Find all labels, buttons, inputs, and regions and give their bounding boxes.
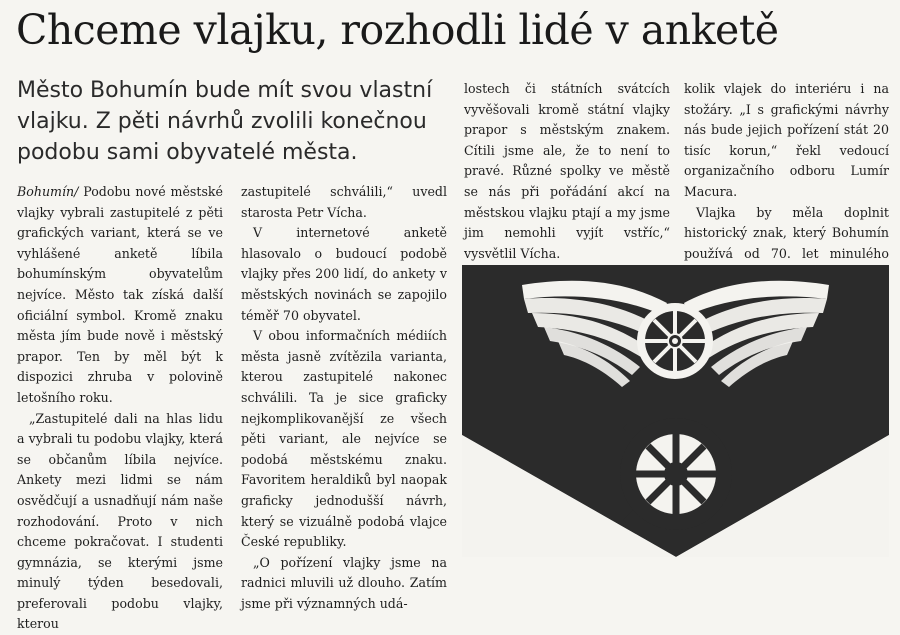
column-4-paragraph-2: Vlajka by měla doplnit historický znak, který Bohumín používá od 70. let minulého [684,204,889,261]
article-column-2 [241,182,447,614]
dateline: Bohumín/ [17,184,79,199]
lead-paragraph: Město Bohumín bude mít svou vlastní vlajku. Z pěti návrhů zvolili konečnou podobu sami obyvatelé města. [17,78,433,165]
column-2-paragraph-4: „O pořízení vlajky jsme na radnici mluvili už dlouho. Zatím jsme při významných udá- [241,554,447,611]
column-1-paragraph-2: „Zastupitelé dali na hlas lidu a vybrali tu podobu vlajky, která se občanům líbila nejvíce. Ankety mezi lidmi se nám osvědčují a usnadňují nám naše rozhodování. Proto v nich chceme pokračovat. I studenti gymnázia, se kterými jsme minulý týden besedovali, preferovali podobu vlajky, kterou [17,410,223,632]
column-2-paragraph-2: V internetové anketě hlasovalo o budoucí podobě vlajky přes 200 lidí, do ankety v městských novinách se zapojilo téměř 70 obyvatel. [241,225,447,323]
column-2-paragraph-1: zastupitelé schválili,“ uvedl starosta Petr Vícha. [241,184,447,220]
column-1-paragraph-1 [17,182,223,409]
article-column-3 [464,79,670,285]
column-3-paragraph-1: lostech či státních svátcích vyvěšovali kromě státní vlajky prapor s městským znakem. Cítili jsme ale, že to není to pravé. Různé spolky ve městě se nás při pořádání akcí na městskou vlajku ptají a my jsme jim nemohli vyjít vstříc,“ vysvětlil Vícha. [464,81,670,261]
article-column-4 [684,79,889,286]
column-2-paragraph-3: V obou informačních médiích města jasně zvítězila varianta, kterou zastupitelé nakonec schválili. Ta je sice graficky nejkomplikovanější ze všech pěti variant, ale nejvíce se podobá městskému znaku. Favoritem heraldiků byl naopak graficky jednodušší návrh, který se vizuálně podobá vlajce České republiky. [241,328,447,550]
cog-wheel-icon [615,401,737,547]
flag-image [462,265,889,557]
wheel-icon [637,303,713,379]
article-column-1 [17,182,223,635]
column-1-paragraph-1-text: Podobu nové městské vlajky vybrali zastupitelé z pěti grafických variant, která se ve vyhlášené anketě líbila bohumínským obyvatelům nejvíce. Město tak získá další oficiální symbol. Kromě znaku města jím bude nově i městský prapor. Ten by měl být k dispozici zhruba v polovině letošního roku. [17,184,223,405]
headline: Chceme vlajku, rozhodli lidé v anketě [16,6,779,54]
column-4-paragraph-1: kolik vlajek do interiéru i na stožáry. „I s grafickými návrhy nás bude jejich pořízení stát 20 tisíc korun,“ řekl vedoucí organizačního odboru Lumír Macura. [684,81,889,199]
